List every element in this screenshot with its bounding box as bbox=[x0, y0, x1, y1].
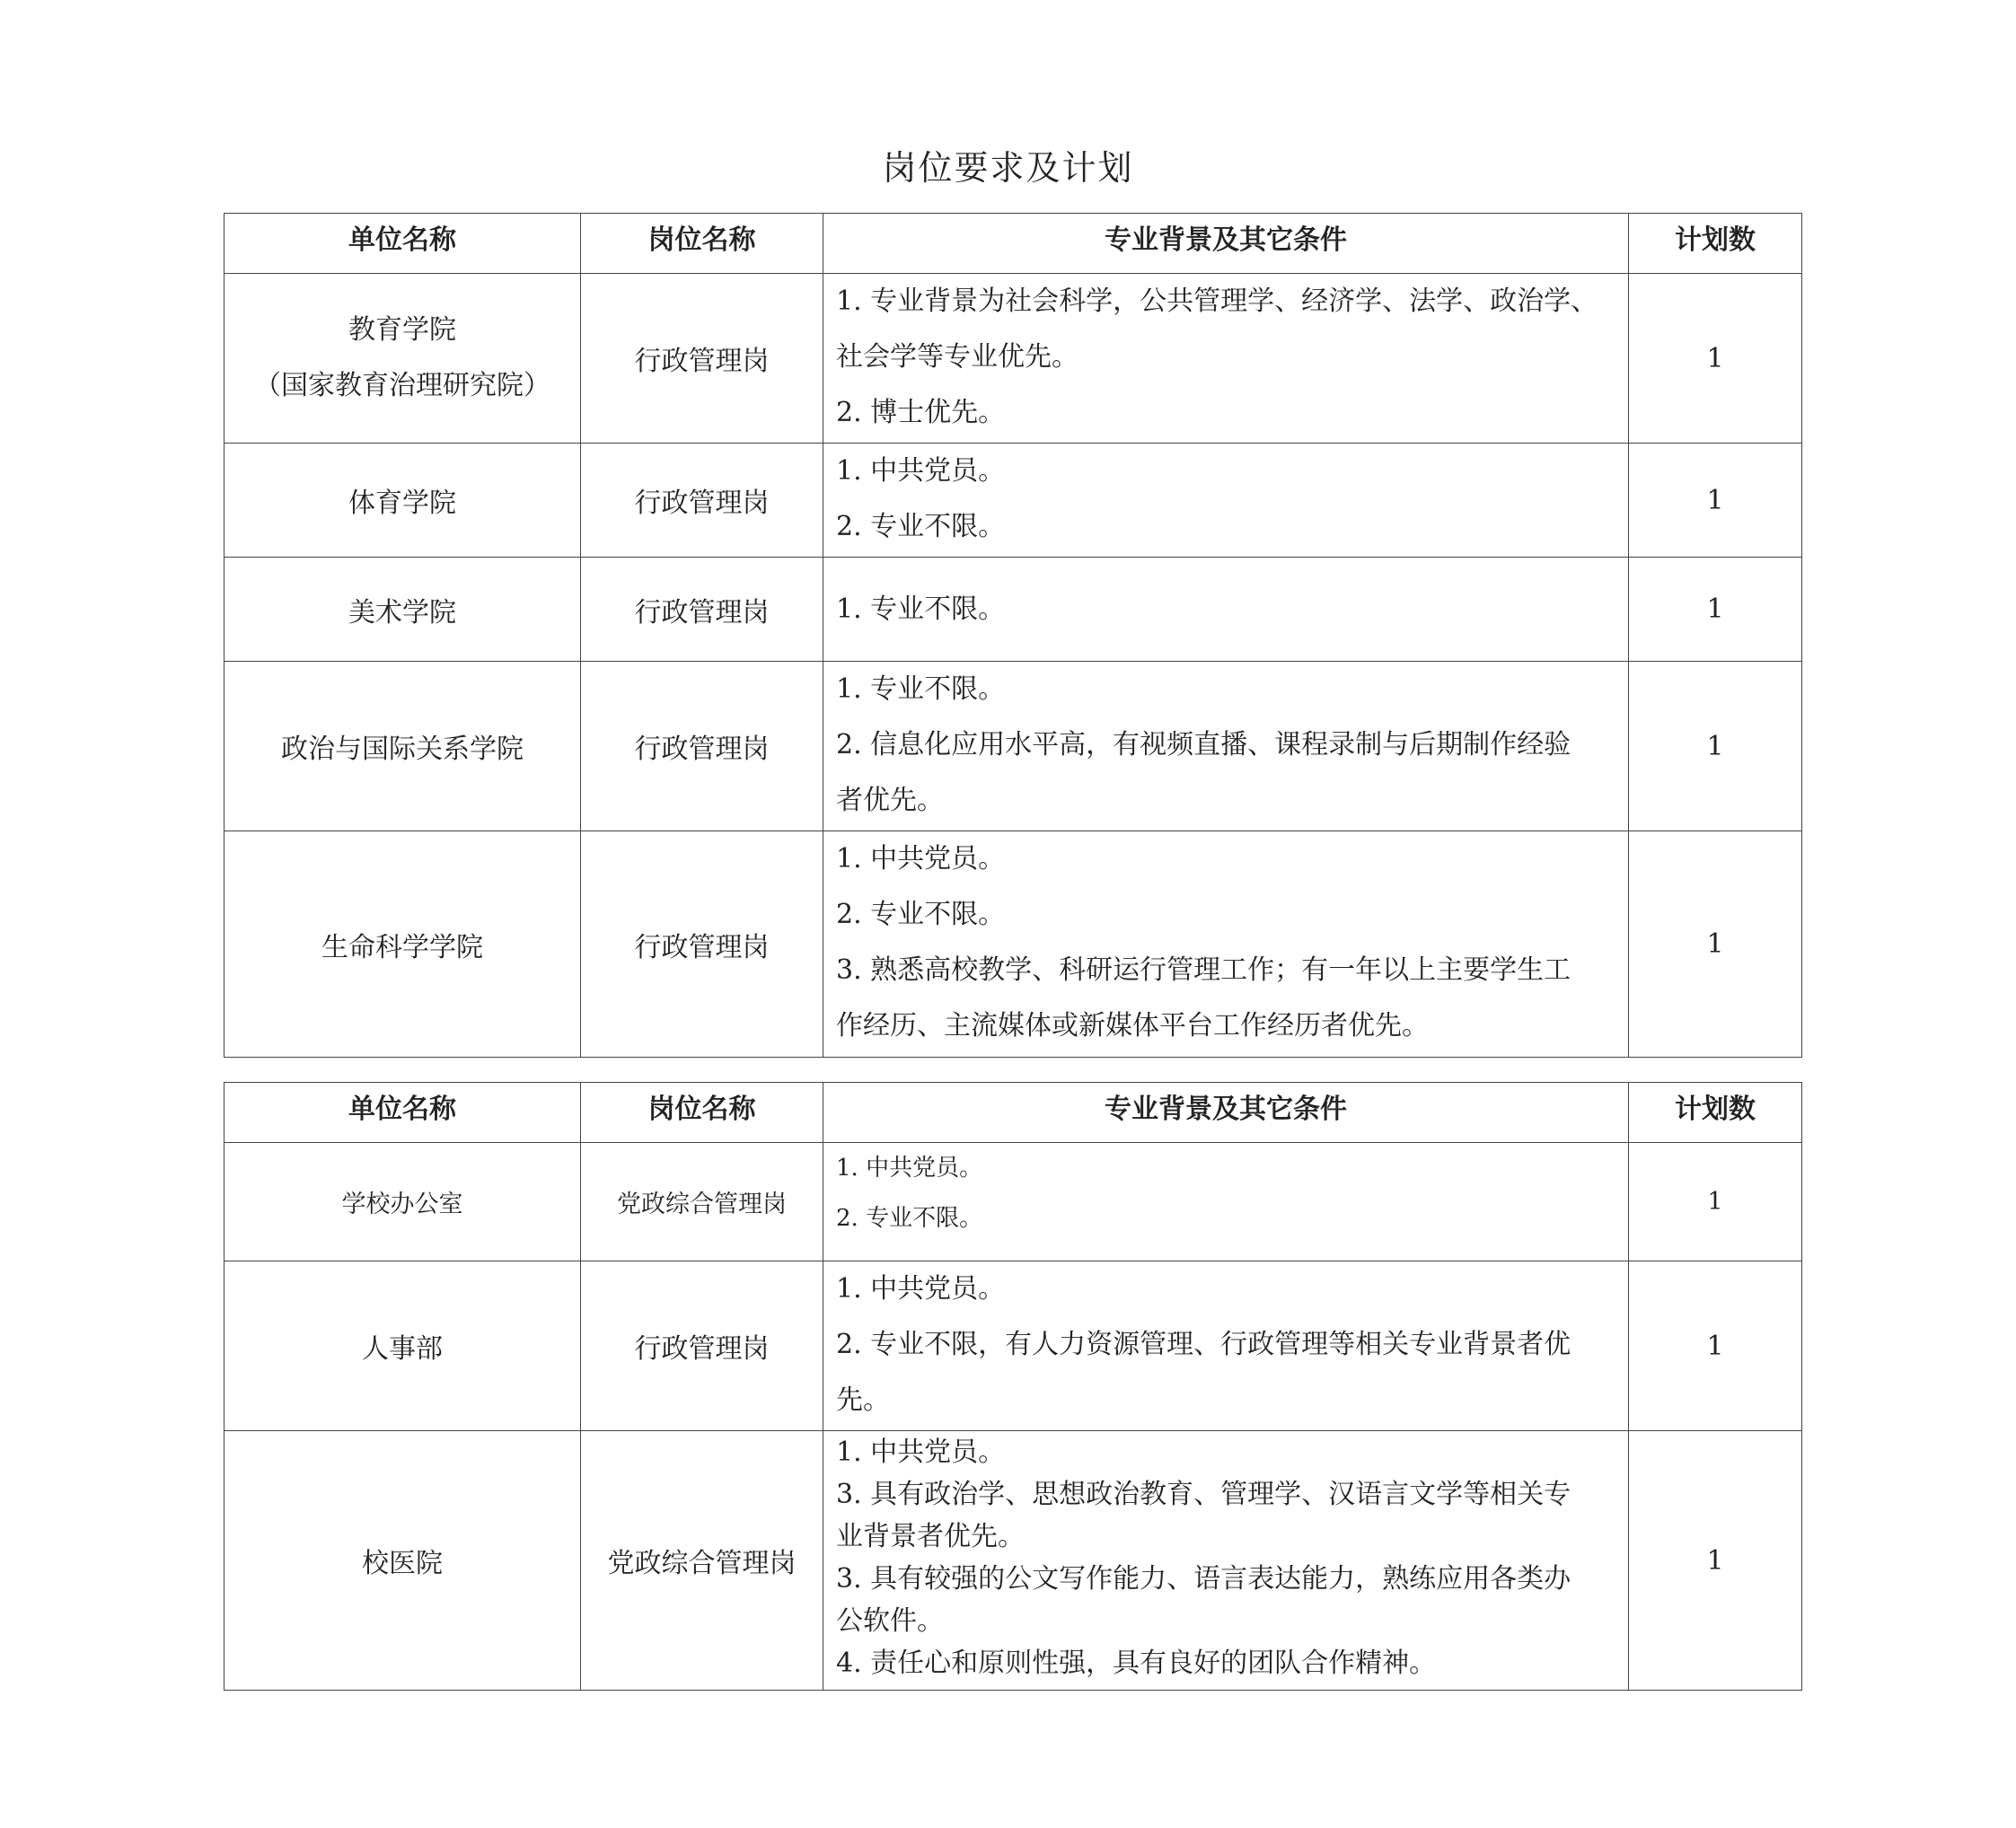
table-row bbox=[224, 662, 1802, 831]
table-row bbox=[224, 558, 1802, 662]
requirement-line: 作经历、主流媒体或新媒体平台工作经历者优先。 bbox=[836, 1010, 1429, 1041]
page-title: 岗位要求及计划 bbox=[882, 148, 1134, 188]
unit-cell: 体育学院 bbox=[224, 444, 581, 558]
position-cell: 党政综合管理岗 bbox=[581, 1431, 823, 1691]
header-position: 岗位名称 bbox=[581, 214, 823, 274]
requirement-line: 2. 专业不限。 bbox=[836, 511, 1006, 542]
unit-cell: 学校办公室 bbox=[224, 1143, 581, 1261]
requirements-cell bbox=[823, 1143, 1629, 1261]
requirement-line: 1. 专业背景为社会科学，公共管理学、经济学、法学、政治学、 bbox=[836, 286, 1598, 317]
requirement-line: 2. 专业不限。 bbox=[836, 899, 1006, 930]
requirement-line: 1. 中共党员。 bbox=[836, 1437, 1006, 1468]
position-cell: 行政管理岗 bbox=[581, 274, 823, 444]
requirement-line: 1. 中共党员。 bbox=[836, 1273, 1006, 1305]
position-cell: 行政管理岗 bbox=[581, 662, 823, 831]
requirement-line: 2. 博士优先。 bbox=[836, 397, 1006, 428]
table-row bbox=[224, 274, 1802, 444]
table-row bbox=[224, 1261, 1802, 1431]
requirement-line: 先。 bbox=[836, 1384, 890, 1416]
requirements-cell bbox=[823, 274, 1629, 444]
table-row bbox=[224, 831, 1802, 1058]
header-position: 岗位名称 bbox=[581, 1083, 823, 1143]
count-cell: 1 bbox=[1629, 274, 1802, 444]
header-count: 计划数 bbox=[1629, 214, 1802, 274]
requirement-line: 公软件。 bbox=[836, 1605, 944, 1637]
requirement-line: 3. 具有政治学、思想政治教育、管理学、汉语言文学等相关专 bbox=[836, 1479, 1571, 1510]
requirements-cell bbox=[823, 444, 1629, 558]
requirement-line: 3. 具有较强的公文写作能力、语言表达能力，熟练应用各类办 bbox=[836, 1563, 1571, 1595]
unit-name: 教育学院 bbox=[348, 314, 456, 346]
unit-cell: 人事部 bbox=[224, 1261, 581, 1431]
position-cell: 行政管理岗 bbox=[581, 1261, 823, 1431]
requirement-line: 1. 专业不限。 bbox=[836, 673, 1006, 705]
count-cell: 1 bbox=[1629, 1431, 1802, 1691]
requirement-line: 1. 专业不限。 bbox=[836, 593, 1006, 625]
header-count: 计划数 bbox=[1629, 1083, 1802, 1143]
requirements-cell bbox=[823, 831, 1629, 1058]
position-cell: 党政综合管理岗 bbox=[581, 1143, 823, 1261]
header-requirements: 专业背景及其它条件 bbox=[823, 214, 1629, 274]
requirements-table-2 bbox=[224, 1082, 1802, 1691]
unit-name-sub: （国家教育治理研究院） bbox=[254, 370, 550, 401]
requirements-cell bbox=[823, 1431, 1629, 1691]
position-cell: 行政管理岗 bbox=[581, 831, 823, 1058]
requirements-table-1 bbox=[224, 213, 1802, 1058]
header-unit: 单位名称 bbox=[224, 214, 581, 274]
requirement-line: 1. 中共党员。 bbox=[836, 455, 1006, 487]
table-row bbox=[224, 444, 1802, 558]
requirements-cell bbox=[823, 662, 1629, 831]
requirements-cell bbox=[823, 1261, 1629, 1431]
requirement-line: 1. 中共党员。 bbox=[836, 843, 1006, 874]
count-cell: 1 bbox=[1629, 444, 1802, 558]
count-cell: 1 bbox=[1629, 1143, 1802, 1261]
unit-cell: 校医院 bbox=[224, 1431, 581, 1691]
count-cell: 1 bbox=[1629, 1261, 1802, 1431]
requirement-line: 3. 熟悉高校教学、科研运行管理工作；有一年以上主要学生工 bbox=[836, 954, 1571, 986]
requirements-cell bbox=[823, 558, 1629, 662]
unit-cell: 政治与国际关系学院 bbox=[224, 662, 581, 831]
position-cell: 行政管理岗 bbox=[581, 444, 823, 558]
position-cell: 行政管理岗 bbox=[581, 558, 823, 662]
requirement-line: 社会学等专业优先。 bbox=[836, 341, 1078, 373]
unit-cell: 生命科学学院 bbox=[224, 831, 581, 1058]
table-header-row bbox=[224, 214, 1802, 274]
table-header-row bbox=[224, 1083, 1802, 1143]
requirement-line: 业背景者优先。 bbox=[836, 1521, 1025, 1552]
count-cell: 1 bbox=[1629, 662, 1802, 831]
table-row bbox=[224, 1431, 1802, 1691]
requirement-line: 2. 信息化应用水平高，有视频直播、课程录制与后期制作经验 bbox=[836, 729, 1571, 760]
header-requirements: 专业背景及其它条件 bbox=[823, 1083, 1629, 1143]
header-unit: 单位名称 bbox=[224, 1083, 581, 1143]
requirement-line: 2. 专业不限。 bbox=[836, 1205, 983, 1232]
unit-cell: 美术学院 bbox=[224, 558, 581, 662]
table-row bbox=[224, 1143, 1802, 1261]
requirement-line: 4. 责任心和原则性强，具有良好的团队合作精神。 bbox=[836, 1648, 1437, 1679]
count-cell: 1 bbox=[1629, 558, 1802, 662]
requirement-line: 1. 中共党员。 bbox=[836, 1155, 983, 1182]
requirement-line: 者优先。 bbox=[836, 785, 944, 816]
unit-cell bbox=[224, 274, 581, 444]
requirement-line: 2. 专业不限，有人力资源管理、行政管理等相关专业背景者优 bbox=[836, 1329, 1571, 1360]
count-cell: 1 bbox=[1629, 831, 1802, 1058]
